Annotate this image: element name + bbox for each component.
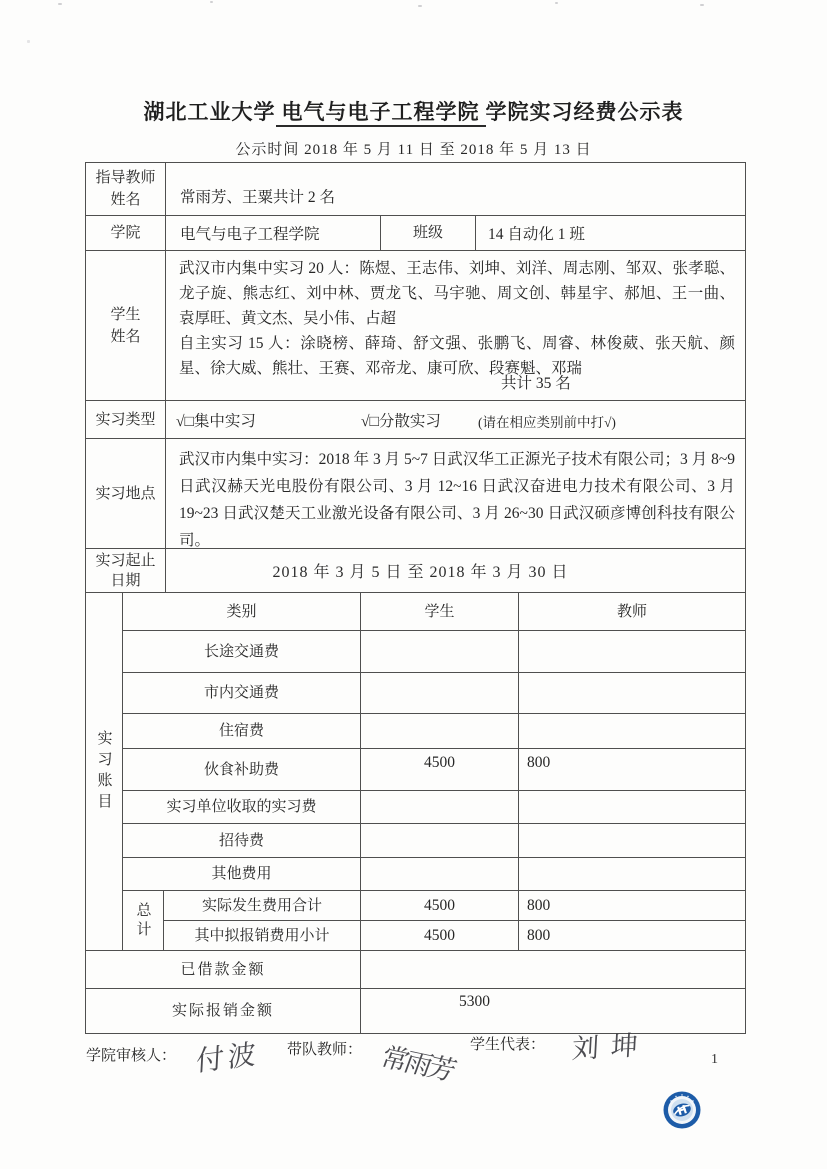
- account-teacher-value: [519, 791, 745, 823]
- class-label: 班级: [381, 216, 476, 250]
- account-header-row: [123, 593, 745, 631]
- students-label-line2: 姓名: [110, 328, 141, 345]
- internship-type-label: 实习类型: [86, 401, 166, 438]
- account-section-label: 实习账目: [95, 729, 112, 814]
- students-total: 共计 35 名: [501, 375, 571, 392]
- college-row: [86, 216, 745, 251]
- account-student-value: [361, 631, 519, 672]
- account-total-teacher-value: 800: [527, 896, 551, 914]
- scan-speck: [210, 1, 213, 3]
- account-row: [123, 631, 745, 673]
- account-category: 市内交通费: [123, 673, 361, 713]
- title-suffix: 学院实习经费公示表: [485, 100, 684, 124]
- teacher-label: 带队教师：: [287, 1042, 363, 1058]
- advisor-label-cell: [86, 163, 166, 215]
- account-total-category: 其中拟报销费用小计: [164, 921, 361, 951]
- account-total-label-cell: [123, 891, 164, 951]
- account-section: [86, 593, 745, 951]
- students-group-concentrated: 武汉市内集中实习 20 人：陈煜、王志伟、刘坤、刘洋、周志刚、邹双、张孝聪、龙子旋、熊志红、刘中林、贾龙飞、马宇驰、周文创、韩星宇、郝旭、王一曲、袁厚旺、黄文杰、吴小伟、占超: [179, 260, 735, 327]
- students-label-cell: [86, 251, 166, 400]
- advisor-row: [86, 163, 745, 216]
- reimbursed-label: 实际报销金额: [86, 989, 361, 1033]
- class-value: 14 自动化 1 班: [488, 226, 585, 243]
- account-teacher-value: [519, 824, 745, 857]
- account-category: 招待费: [123, 824, 361, 857]
- college-label: 学院: [86, 216, 166, 250]
- location-row: [86, 439, 745, 549]
- expense-form-table: [85, 162, 746, 1034]
- reviewer-signature: 付波: [195, 1038, 261, 1079]
- account-col-student: 学生: [361, 593, 519, 630]
- checkbox-note: (请在相应类别前中打√): [478, 415, 616, 430]
- account-teacher-value: [519, 714, 745, 748]
- account-student-value: [361, 791, 519, 823]
- account-category: 实习单位收取的实习费: [123, 791, 361, 823]
- dates-label-line1: 实习起止: [95, 552, 156, 569]
- advisor-label-line1: 指导教师: [95, 170, 156, 186]
- student-rep-label: 学生代表：: [470, 1037, 546, 1053]
- dates-label-line2: 日期: [110, 572, 141, 589]
- account-total-teacher-value: 800: [527, 927, 551, 944]
- account-col-category: 类别: [123, 593, 361, 630]
- advisor-label-line2: 姓名: [110, 192, 141, 208]
- scan-speck: [58, 3, 62, 5]
- account-total-student-value: 4500: [361, 891, 519, 920]
- students-row: [86, 251, 745, 401]
- account-row: [123, 749, 745, 791]
- account-student-value: [361, 858, 519, 890]
- reimbursed-value: 5300: [459, 993, 490, 1010]
- borrowed-label: 已借款金额: [86, 951, 361, 988]
- dates-label-cell: [86, 549, 166, 592]
- student-rep-signature: 刘坤: [571, 1029, 651, 1065]
- account-col-teacher: 教师: [616, 603, 647, 620]
- scan-speck: [700, 4, 704, 6]
- account-row: [123, 714, 745, 749]
- account-category: 伙食补助费: [123, 749, 361, 790]
- account-total-row: [164, 921, 745, 951]
- scan-speck: [418, 5, 422, 7]
- title-college-underlined: 电气与电子工程学院: [276, 100, 486, 127]
- account-category: 其他费用: [123, 858, 361, 890]
- account-total-label: 总计: [134, 902, 151, 940]
- account-student-value: [361, 714, 519, 748]
- location-label: 实习地点: [86, 439, 166, 548]
- account-category: 住宿费: [123, 714, 361, 748]
- borrowed-value: [361, 951, 745, 988]
- account-row: [123, 824, 745, 858]
- reviewer-label: 学院审核人：: [86, 1048, 177, 1064]
- account-teacher-value: [519, 631, 745, 672]
- borrowed-row: [86, 951, 745, 989]
- account-row: [123, 673, 745, 714]
- scan-speck: [555, 2, 558, 4]
- dates-value: 2018 年 3 月 5 日 至 2018 年 3 月 30 日: [272, 564, 569, 581]
- checkbox-concentrated: √□集中实习: [176, 413, 256, 430]
- account-total-category: 实际发生费用合计: [164, 891, 361, 920]
- account-teacher-value: [519, 673, 745, 713]
- publicity-period: 公示时间 2018 年 5 月 11 日 至 2018 年 5 月 13 日: [235, 142, 592, 158]
- account-total-student-value: 4500: [361, 921, 519, 951]
- dates-row: [86, 549, 745, 593]
- location-value: 武汉市内集中实习：2018 年 3 月 5~7 日武汉华工正源光子技术有限公司；3 月 8~9 日武汉赫天光电股份有限公司、3 月 12~16 日武汉奋进电力技术有限公司、3 月 19~23 日武汉楚天工业激光设备有限公司、3 月 26~30 日武汉硕彦博创科技有限公司。: [179, 451, 735, 549]
- account-category: 长途交通费: [123, 631, 361, 672]
- account-row: [123, 791, 745, 824]
- students-label-line1: 学生: [110, 306, 141, 323]
- account-row: [123, 858, 745, 891]
- college-value: 电气与电子工程学院: [166, 216, 381, 250]
- account-teacher-value: [519, 858, 745, 890]
- students-value-cell: [166, 251, 745, 400]
- page-number: 1: [711, 1052, 718, 1067]
- account-student-value: [361, 824, 519, 857]
- account-section-label-cell: [86, 593, 123, 950]
- university-seal-icon: [663, 1091, 701, 1129]
- page-title: [0, 96, 827, 126]
- scan-speck: [27, 40, 30, 43]
- account-teacher-value: 800: [527, 754, 551, 771]
- students-group-independent: 自主实习 15 人：涂晓榜、薛琦、舒文强、张鹏飞、周睿、林俊葳、张天航、颜星、徐大威、熊壮、王赛、邓帝龙、康可欣、段赛魁、邓瑞: [179, 335, 735, 377]
- advisor-value: 常雨芳、王粟共计 2 名: [180, 189, 336, 206]
- internship-type-row: [86, 401, 745, 439]
- account-student-value: [361, 673, 519, 713]
- title-prefix: 湖北工业大学: [143, 100, 276, 124]
- account-student-value: 4500: [361, 749, 519, 790]
- internship-type-options: [166, 401, 745, 438]
- teacher-signature: 常雨芳: [376, 1042, 458, 1086]
- account-total-row: [164, 891, 745, 921]
- checkbox-dispersed: √□分散实习: [361, 413, 441, 430]
